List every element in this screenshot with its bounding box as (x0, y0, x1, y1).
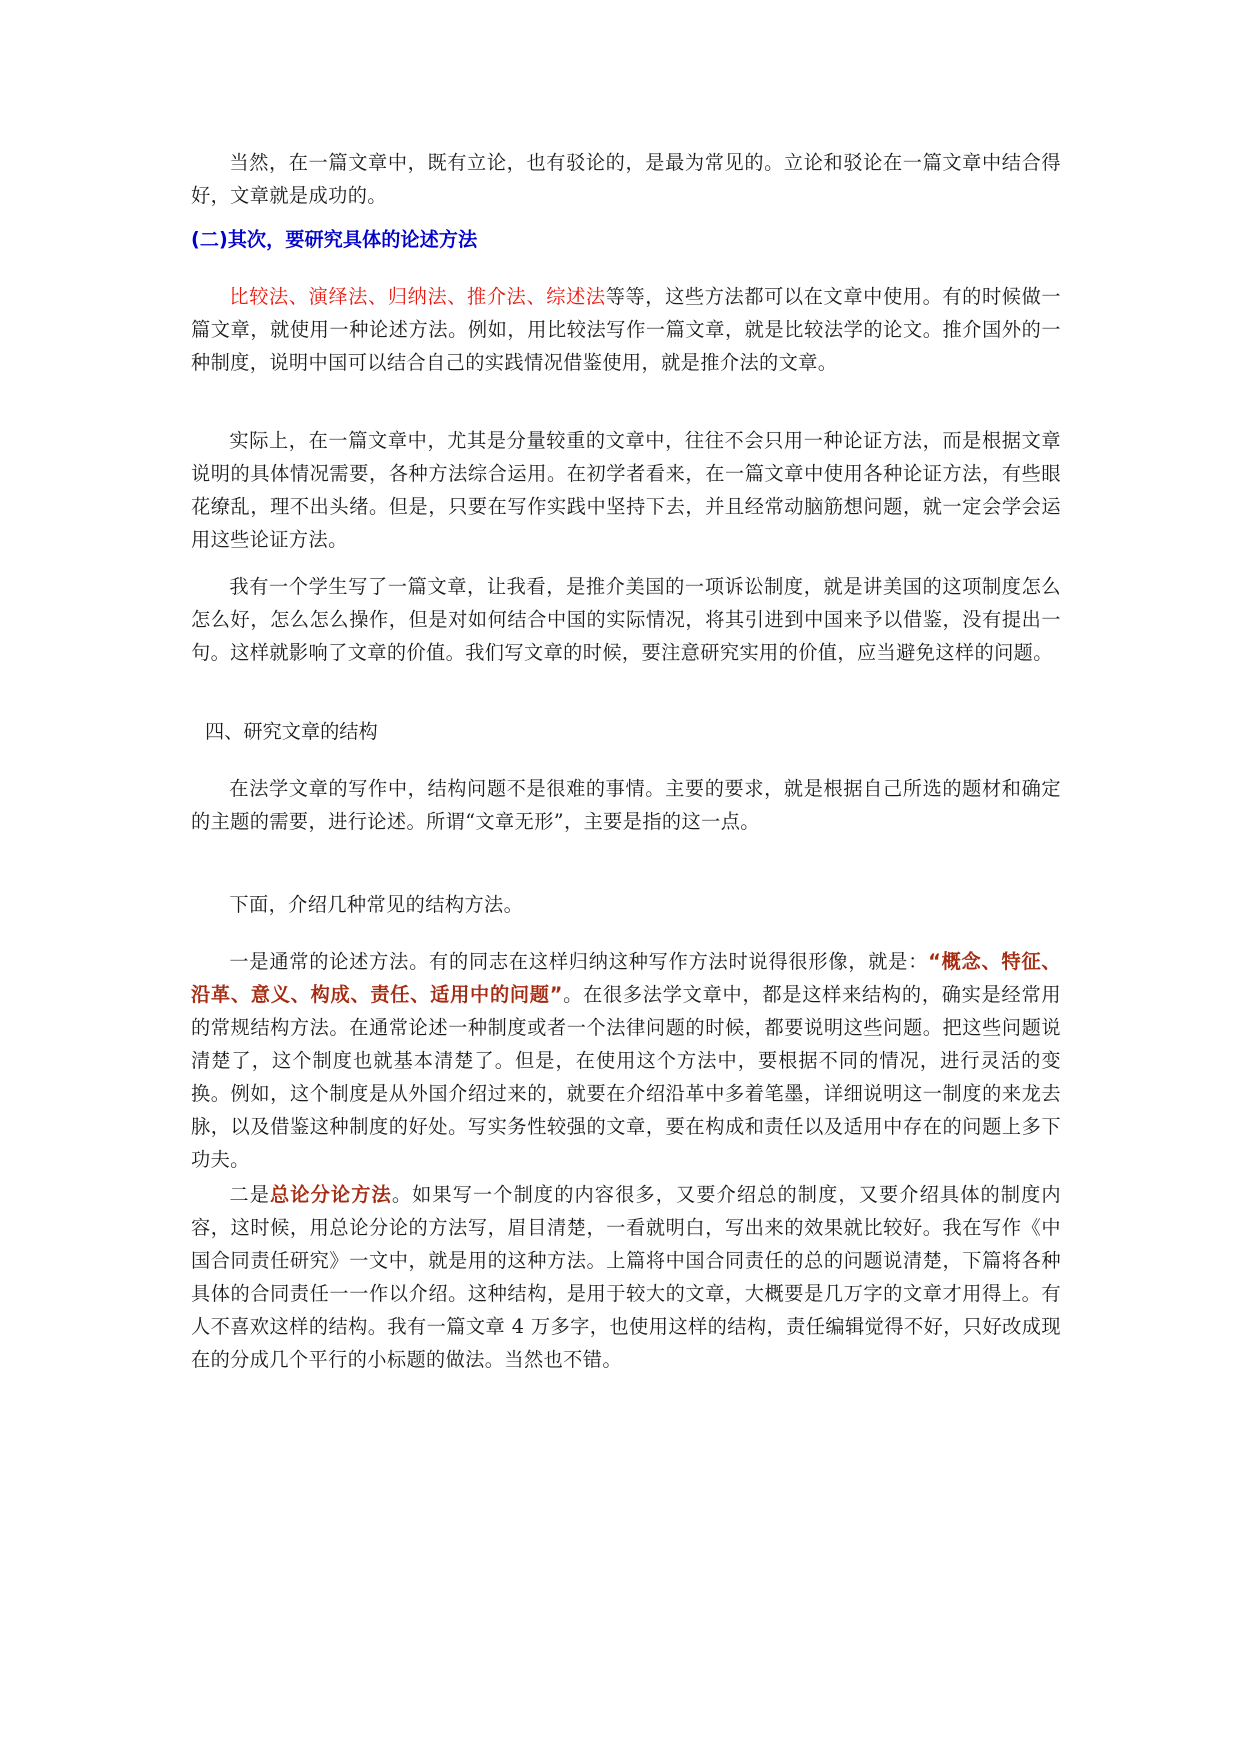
paragraph-7: 在法学文章的写作中，结构问题不是很难的事情。主要的要求，就是根据自己所选的题材和确定的主题的需要，进行论述。所谓“文章无形”，主要是指的这一点。 (191, 777, 1061, 833)
paragraph-3-text: 等等，这些方法都可以在文章中使用。有的时候做一篇文章，就使用一种论述方法。例如，用比较法写作一篇文章，就是比较法学的论文。推介国外的一种制度，说明中国可以结合自己的实践情况借鉴使用，就是推介法的文章。 (191, 285, 1061, 374)
paragraph-9-text-b: 。在很多法学文章中，都是这样来结构的，确实是经常用的常规结构方法。在通常论述一种制度或者一个法律问题的时候，都要说明这些问题。把这些问题说清楚了，这个制度也就基本清楚了。但是，在使用这个方法中，要根据不同的情况，进行灵活的变换。例如，这个制度是从外国介绍过来的，就要在介绍沿革中多着笔墨，详细说明这一制度的来龙去脉，以及借鉴这种制度的好处。写实务性较强的文章，要在构成和责任以及适用中存在的问题上多下功夫。 (191, 983, 1061, 1171)
paragraph-9 (191, 945, 1061, 1176)
paragraph-1: 当然，在一篇文章中，既有立论，也有驳论的，是最为常见的。立论和驳论在一篇文章中结合得好，文章就是成功的。 (191, 151, 1061, 207)
paragraph-4: 实际上，在一篇文章中，尤其是分量较重的文章中，往往不会只用一种论证方法，而是根据文章说明的具体情况需要，各种方法综合运用。在初学者看来，在一篇文章中使用各种论证方法，有些眼花缭乱，理不出头绪。但是，只要在写作实践中坚持下去，并且经常动脑筋想问题，就一定会学会运用这些论证方法。 (191, 429, 1061, 551)
section-heading-4: 四、研究文章的结构 (205, 720, 378, 743)
paragraph-8: 下面，介绍几种常见的结构方法。 (229, 893, 524, 916)
section-heading-2: (二)其次，要研究具体的论述方法 (191, 228, 478, 251)
paragraph-10-text-a: 二是 (229, 1183, 270, 1206)
paragraph-3 (191, 280, 1061, 379)
paragraph-9-text-a: 一是通常的论述方法。有的同志在这样归纳这种写作方法时说得很形像，就是： (229, 950, 929, 973)
paragraph-10 (191, 1178, 1061, 1376)
paragraph-5: 我有一个学生写了一篇文章，让我看，是推介美国的一项诉讼制度，就是讲美国的这项制度怎么怎么好，怎么怎么操作，但是对如何结合中国的实际情况，将其引进到中国来予以借鉴，没有提出一句。这样就影响了文章的价值。我们写文章的时候，要注意研究实用的价值，应当避免这样的问题。 (191, 575, 1061, 664)
general-specific-method-highlight: 总论分论方法 (270, 1183, 392, 1206)
method-list-highlight: 比较法、演绎法、归纳法、推介法、综述法 (229, 285, 606, 308)
paragraph-10-text-b: 。如果写一个制度的内容很多，又要介绍总的制度，又要介绍具体的制度内容，这时候，用总论分论的方法写，眉目清楚，一看就明白，写出来的效果就比较好。我在写作《中国合同责任研究》一文中，就是用的这种方法。上篇将中国合同责任的总的问题说清楚，下篇将各种具体的合同责任一一作以介绍。这种结构，是用于较大的文章，大概要是几万字的文章才用得上。有人不喜欢这样的结构。我有一篇文章 4 万多字，也使用这样的结构，责任编辑觉得不好，只好改成现在的分成几个平行的小标题的做法。当然也不错。 (191, 1183, 1061, 1371)
structure-elements-highlight: “概念、特征、沿革、意义、构成、责任、适用中的问题” (191, 950, 1061, 1006)
